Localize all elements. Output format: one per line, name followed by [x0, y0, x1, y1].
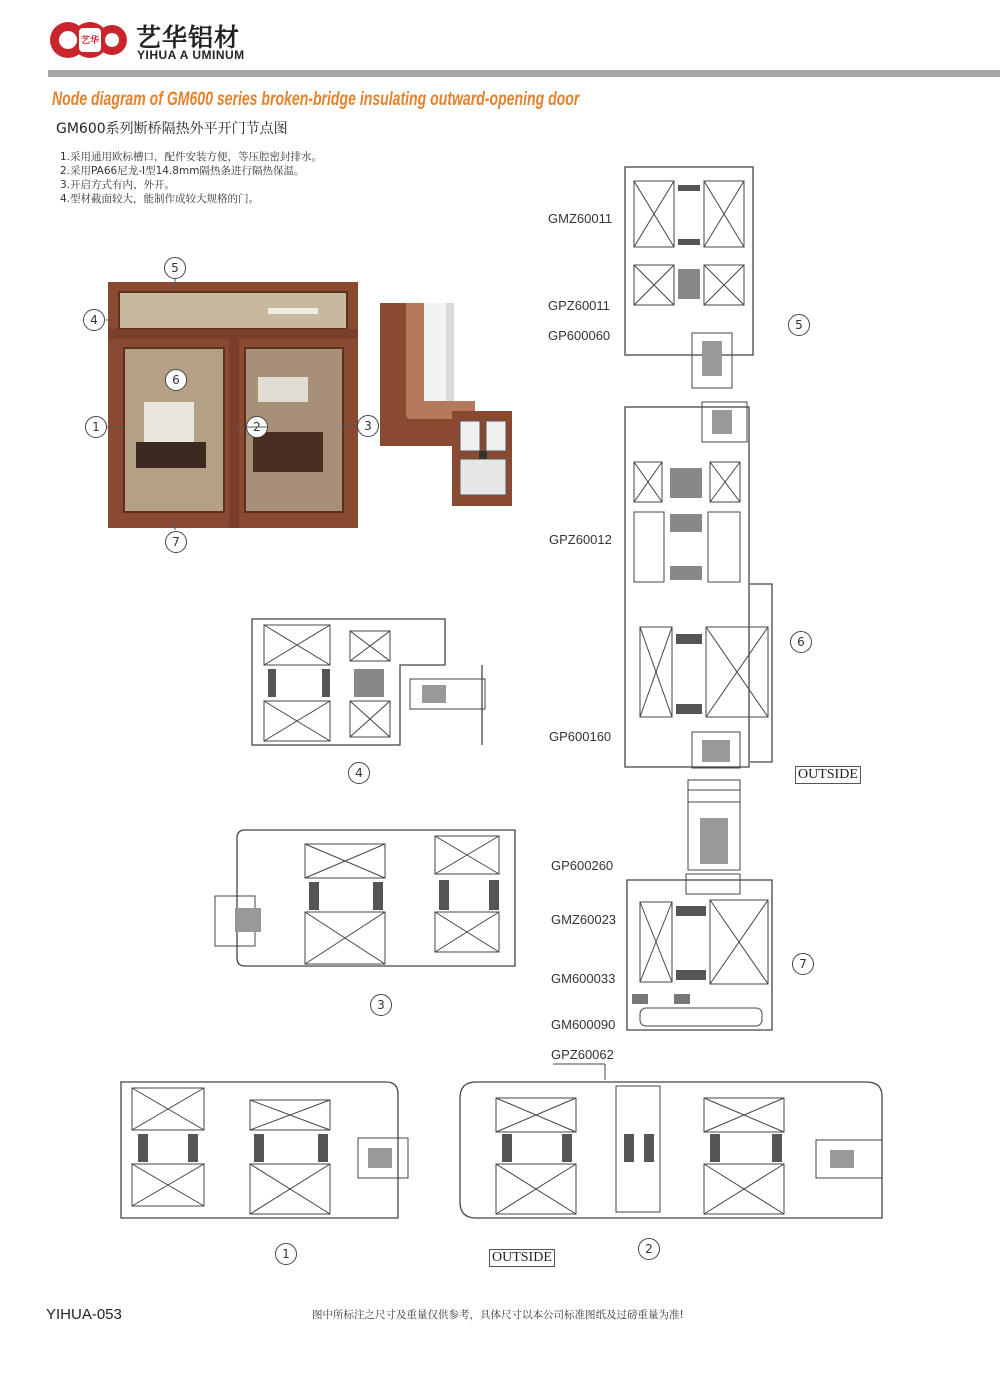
code-label: GP600060: [548, 328, 611, 343]
section-number-5: 5: [788, 314, 810, 336]
code-label: GMZ60023: [551, 912, 617, 927]
logo-badge-text: 艺华: [81, 36, 100, 46]
section-number-4: 4: [348, 762, 370, 784]
section-2-drawing: [456, 1078, 886, 1228]
section-number-7: 7: [792, 953, 814, 975]
door-marker-2: 2: [246, 416, 268, 438]
door-marker-4: 4: [83, 309, 105, 331]
section-number-3: 3: [370, 994, 392, 1016]
section-number-2: 2: [638, 1238, 660, 1260]
door-marker-7: 7: [165, 531, 187, 553]
section-4-drawing: [250, 617, 488, 749]
code-label: GPZ60062: [551, 1047, 614, 1062]
door-marker-6: 6: [165, 369, 187, 391]
code-label: GMZ60011: [548, 211, 613, 226]
code-label: GP600160: [549, 729, 612, 744]
outside-label: OUTSIDE: [489, 1249, 555, 1267]
outside-label: OUTSIDE: [795, 766, 861, 784]
section-1-drawing: [118, 1078, 408, 1230]
note-item: 1.采用通用欧标槽口，配件安装方便，等压腔密封排水。: [60, 151, 323, 163]
code-label: GP600260: [551, 858, 614, 873]
note-item: 2.采用PA66尼龙-Ⅰ型14.8mm隔热条进行隔热保温。: [60, 165, 305, 177]
brand-name-cn: 艺华铝材: [136, 23, 241, 52]
brand-name-en: YIHUA A UMINUM: [137, 48, 245, 62]
note-item: 4.型材截面较大，能制作成较大规格的门。: [60, 193, 260, 205]
door-marker-1: 1: [85, 416, 107, 438]
code-label: GPZ60011: [548, 298, 610, 313]
section-3-drawing: [215, 826, 520, 976]
door-marker-5: 5: [164, 257, 186, 279]
section-number-6: 6: [790, 631, 812, 653]
disclaimer-note: 图中所标注之尺寸及重量仅供参考，具体尺寸以本公司标准图纸及过磅重量为准!: [312, 1309, 684, 1321]
code-label: GM600033: [551, 971, 616, 986]
door-marker-3: 3: [357, 415, 379, 437]
section-number-1: 1: [275, 1243, 297, 1265]
note-item: 3.开启方式有内、外开。: [60, 179, 176, 191]
page-code: YIHUA-053: [46, 1306, 122, 1323]
title-english: Node diagram of GM600 series broken-bridge insulating outward-opening door: [52, 89, 580, 110]
code-label: GPZ60012: [549, 532, 612, 547]
code-label: GM600090: [551, 1017, 616, 1032]
title-chinese: GM600系列断桥隔热外平开门节点图: [56, 121, 288, 137]
